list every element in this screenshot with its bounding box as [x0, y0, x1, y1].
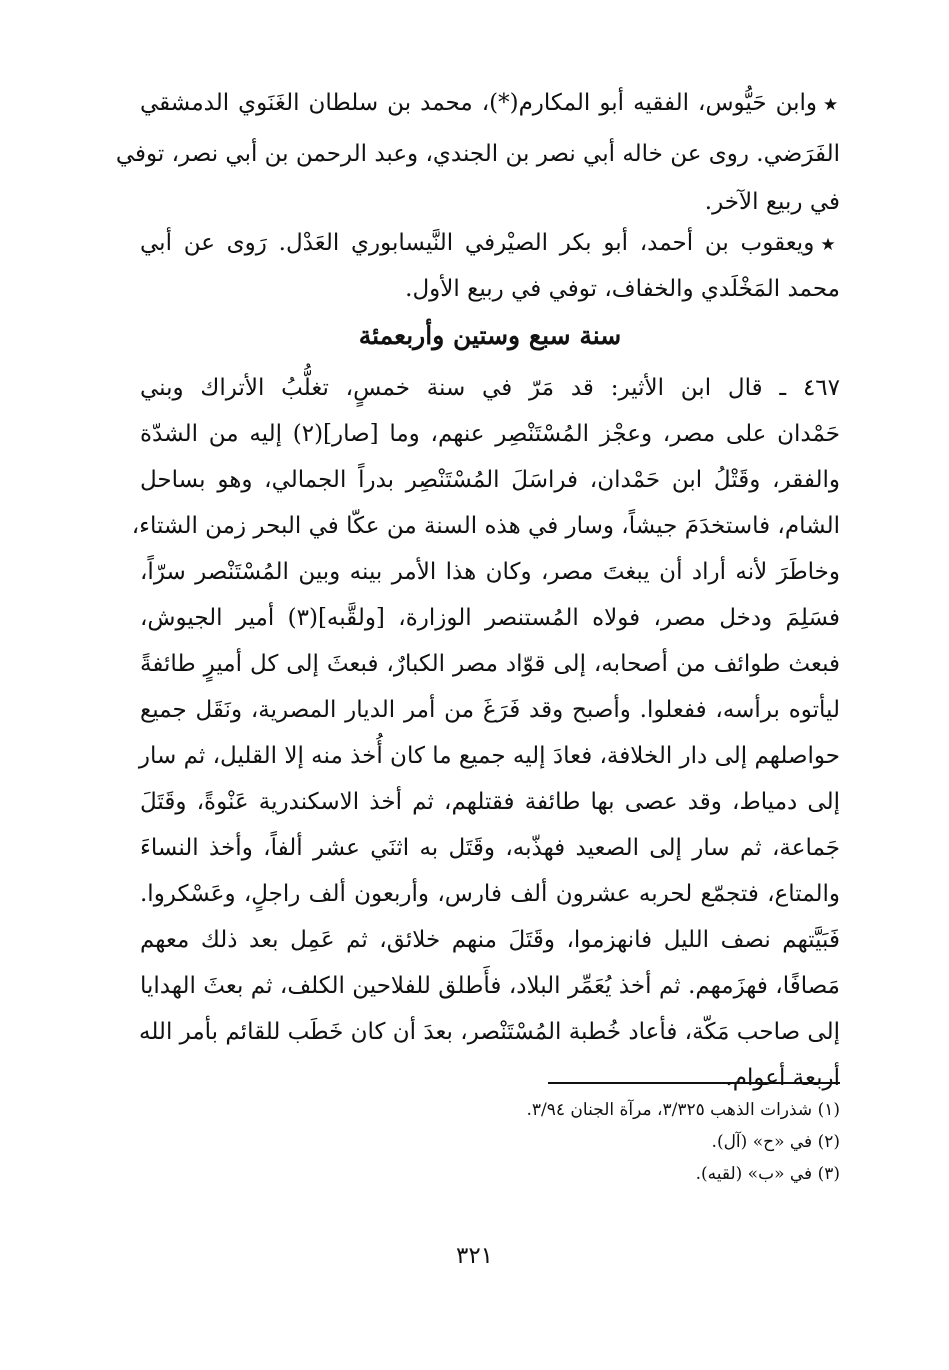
paragraph-line: مَصافًا، فهزَمهم. ثم أخذ يُعَمِّر البلاد، فأَطلق للفلاحين الكلف، ثم بعثَ الهدايا [140, 973, 840, 999]
entry-yaqub [140, 228, 840, 258]
paragraph-line: فَبَيَّتهم نصف الليل فانهزموا، وقَتَلَ منهم خلائق، ثم عَمِل بعد ذلك معهم [140, 927, 840, 953]
paragraph-line: فسَلِمَ ودخل مصر، فولاه المُستنصر الوزارة، [ولقَّبه](٣) أمير الجيوش، [140, 605, 840, 631]
footnote: (٢) في «ح» (آل). [711, 1132, 840, 1152]
star-icon: ★ [823, 95, 840, 115]
entry-line: في ربيع الآخر. [704, 189, 840, 215]
footnote-separator [548, 1082, 840, 1084]
paragraph-line: والفقر، وقَتْلُ ابن حَمْدان، فراسَلَ المُسْتَنْصِر بدراً الجمالي، وهو بساحل [140, 467, 840, 493]
entry-line: الفَرَضي. روى عن خاله أبي نصر بن الجندي، وعبد الرحمن بن أبي نصر، توفي [115, 141, 840, 167]
star-icon: ★ [820, 235, 841, 255]
paragraph-line: فبعث طوائف من أصحابه، إلى قوّاد مصر الكبارٌ، فبعثَ إلى كل أميرٍ طائفةً [140, 651, 840, 677]
entry-yaqub-line-2 [140, 274, 840, 304]
paragraph-line: وخاطَرَ لأنه أراد أن يبغتَ مصر، وكان هذا الأمر بينه وبين المُسْتَنْصر سرّاً، [140, 559, 840, 585]
footnote: (٣) في «ب» (لقيه). [695, 1164, 840, 1184]
entry-ibn-hayyus-line-3 [140, 187, 840, 217]
paragraph-line: الشام، فاستخدَمَ جيشاً، وسار في هذه السنة من عكّا في البحر زمن الشتاء، [131, 513, 840, 539]
paragraph-line: ٤٦٧ ـ قال ابن الأثير: قد مَرّ في سنة خمسٍ، تغلُّبُ الأتراك وبني [140, 375, 840, 401]
section-heading: سنة سبع وستين وأربعمئة [358, 321, 622, 350]
entry-line: محمد المَخْلَدي والخفاف، توفي في ربيع الأول. [405, 276, 840, 302]
entry-ibn-hayyus [140, 88, 840, 118]
paragraph-line: جَماعة، ثم سار إلى الصعيد فهذّبه، وقَتَل به اثنَي عشر ألفاً، وأخذ النساءَ [140, 835, 840, 861]
entry-ibn-hayyus-line-2 [115, 139, 840, 169]
footnote: (١) شذرات الذهب ٣/٣٢٥، مرآة الجنان ٣/٩٤. [526, 1100, 840, 1120]
paragraph-line: والمتاع، فتجمّع لحربه عشرون ألف فارس، وأربعون ألف راجلٍ، وعَسْكروا. [140, 881, 840, 907]
footnotes [400, 1094, 840, 1190]
paragraph-line: ليأتوه برأسه، ففعلوا. وأصبح وقد فَرَغَ من أمر الديار المصرية، ونَقَل جميع [140, 697, 840, 723]
entry-line: ★وابن حَيُّوس، الفقيه أبو المكارم(*)، محمد بن سلطان الغَنَوي الدمشقي [140, 90, 840, 116]
page-number: ٣٢١ [455, 1243, 494, 1269]
paragraph-line: حواصلهم إلى دار الخلافة، فعادَ إليه جميع ما كان أُخذ منه إلا القليل، ثم سار [138, 743, 840, 769]
paragraph-line: إلى صاحب مَكّة، فأعاد خُطبة المُسْتَنْصر، بعدَ أن كان خَطَب للقائم بأمر الله [138, 1019, 840, 1045]
main-paragraph [131, 373, 840, 1093]
entry-line: ★ويعقوب بن أحمد، أبو بكر الصيْرفي النَّيسابوري العَدْل. رَوى عن أبي [140, 230, 841, 256]
paragraph-line: حَمْدان على مصر، وعجْز المُسْتَنْصِر عنهم، وما [صار](٢) إليه من الشدّة [140, 421, 840, 447]
paragraph-line: أربعة أعوام. [725, 1065, 840, 1091]
paragraph-line: إلى دمياط، وقد عصى بها طائفة فقتلهم، ثم أخذ الاسكندرية عَنْوةً، وقَتَلَ [140, 789, 840, 815]
